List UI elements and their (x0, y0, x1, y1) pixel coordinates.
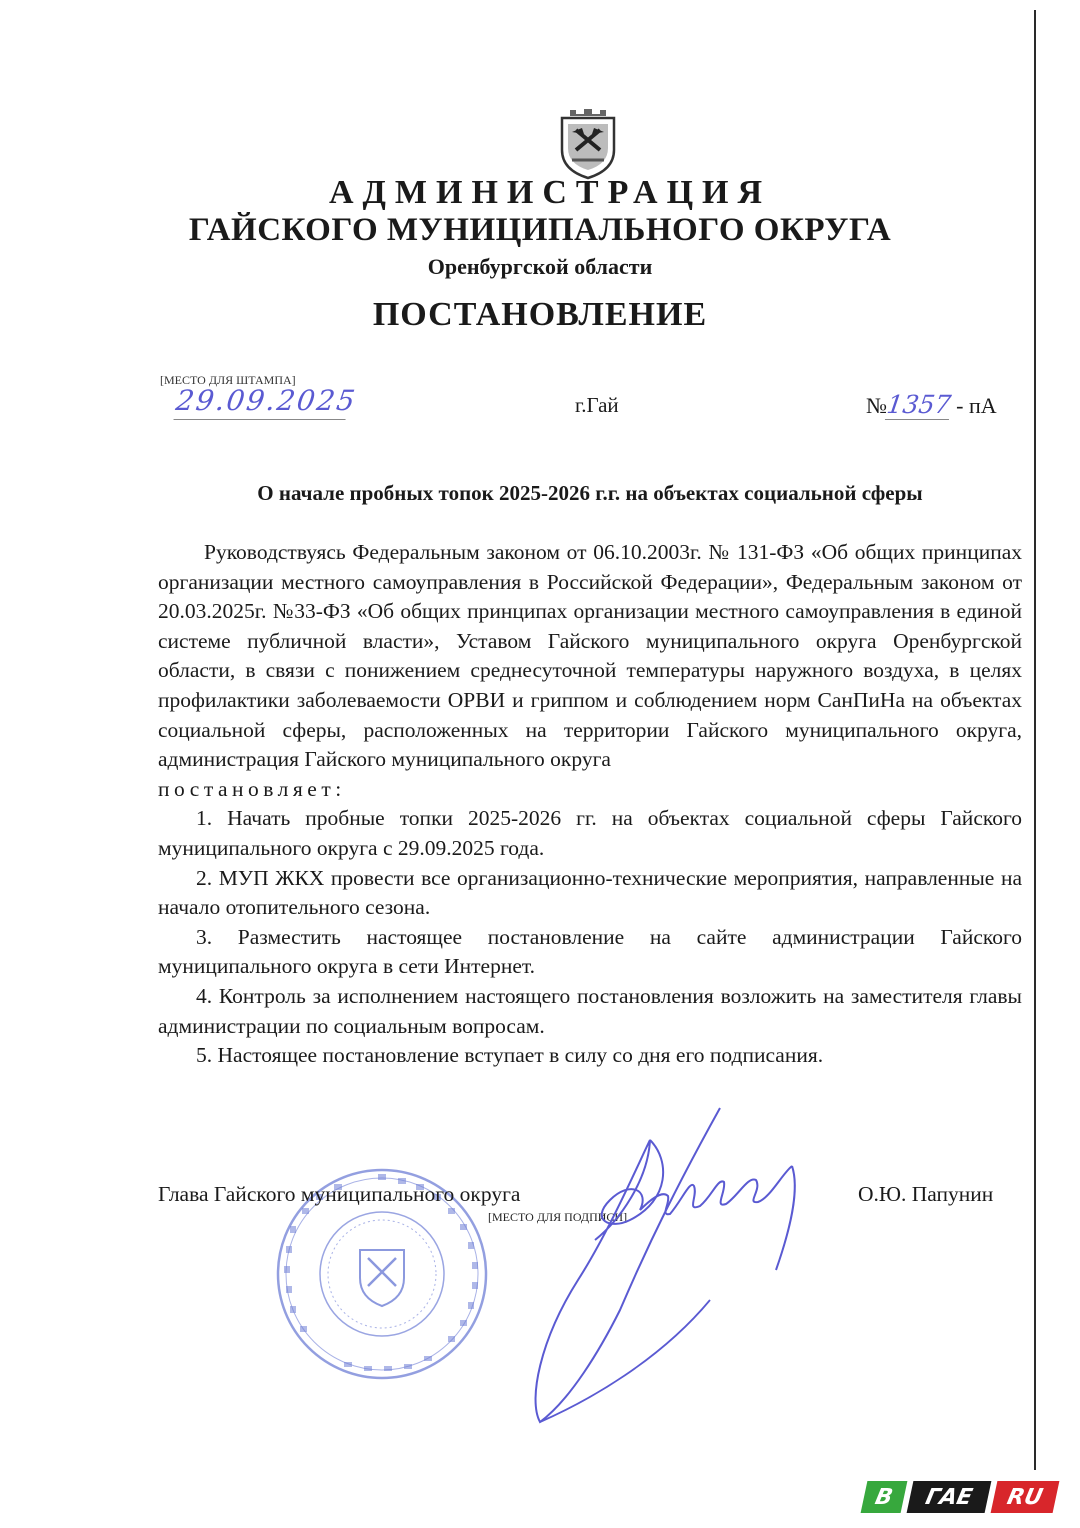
stamp-placeholder: [МЕСТО ДЛЯ ШТАМПА] (160, 373, 296, 387)
signatory-name: О.Ю. Папунин (858, 1182, 994, 1206)
list-item: 2. МУП ЖКХ провести все организационно-технические мероприятия, направленные на начало отопительного сезона. (158, 865, 1022, 920)
list-item: 3. Разместить настоящее постановление на сайте администрации Гайского муниципального округа в сети Интернет. (158, 924, 1022, 979)
header-municipality: ГАЙСКОГО МУНИЦИПАЛЬНОГО ОКРУГА (188, 212, 892, 248)
document-date: 29.09.2025 (173, 384, 350, 420)
document-title: О начале пробных топок 2025-2026 г.г. на объектах социальной сферы (257, 481, 923, 505)
logo-part-2: ГАЕ (907, 1481, 992, 1513)
site-logo (864, 1481, 1056, 1515)
coat-of-arms-icon (556, 106, 620, 180)
decree-word: постановляет: (158, 776, 346, 801)
list-item: 5. Настоящее постановление вступает в силу со дня его подписания. (196, 1043, 824, 1068)
number-suffix: - пА (956, 393, 997, 418)
logo-part-1: В (861, 1481, 908, 1513)
number-value: 1357 (885, 390, 953, 419)
handwritten-signature (500, 1100, 820, 1430)
list-item: 4. Контроль за исполнением настоящего постановления возложить на заместителя главы администрации по социальным вопросам. (158, 983, 1022, 1038)
signature-placeholder: [МЕСТО ДЛЯ ПОДПИСИ] (488, 1210, 628, 1224)
logo-part-3: RU (991, 1481, 1060, 1513)
signatory-role: Глава Гайского муниципального округа (158, 1182, 521, 1206)
document-type: ПОСТАНОВЛЕНИЕ (372, 296, 708, 333)
document-number (866, 390, 997, 420)
header-region: Оренбургской области (427, 254, 653, 279)
number-prefix: № (866, 393, 887, 418)
document-city: г.Гай (575, 393, 619, 417)
document-body (158, 538, 1022, 1071)
preamble-paragraph: Руководствуясь Федеральным законом от 06.10.2003г. № 131-ФЗ «Об общих принципах организации местного самоуправления в Российской Федерации», Федеральным законом от 20.03.2025г. №33-ФЗ «Об общих принципах организации местного самоуправления в единой системе публичной власти», Уставом Гайского муниципального округа Оренбургской области, в связи с понижением среднесуточной температуры наружного воздуха, в целях профилактики заболеваемости ОРВИ и гриппом и соблюдением норм СанПиНа на объектах социальной сферы, расположенных на территории Гайского муниципального округа, администрация Гайского муниципального округа (158, 540, 1022, 772)
header-organization: АДМИНИСТРАЦИЯ (328, 174, 772, 211)
list-item: 1. Начать пробные топки 2025-2026 гг. на объектах социальной сферы Гайского муниципального округа с 29.09.2025 года. (158, 806, 1022, 860)
